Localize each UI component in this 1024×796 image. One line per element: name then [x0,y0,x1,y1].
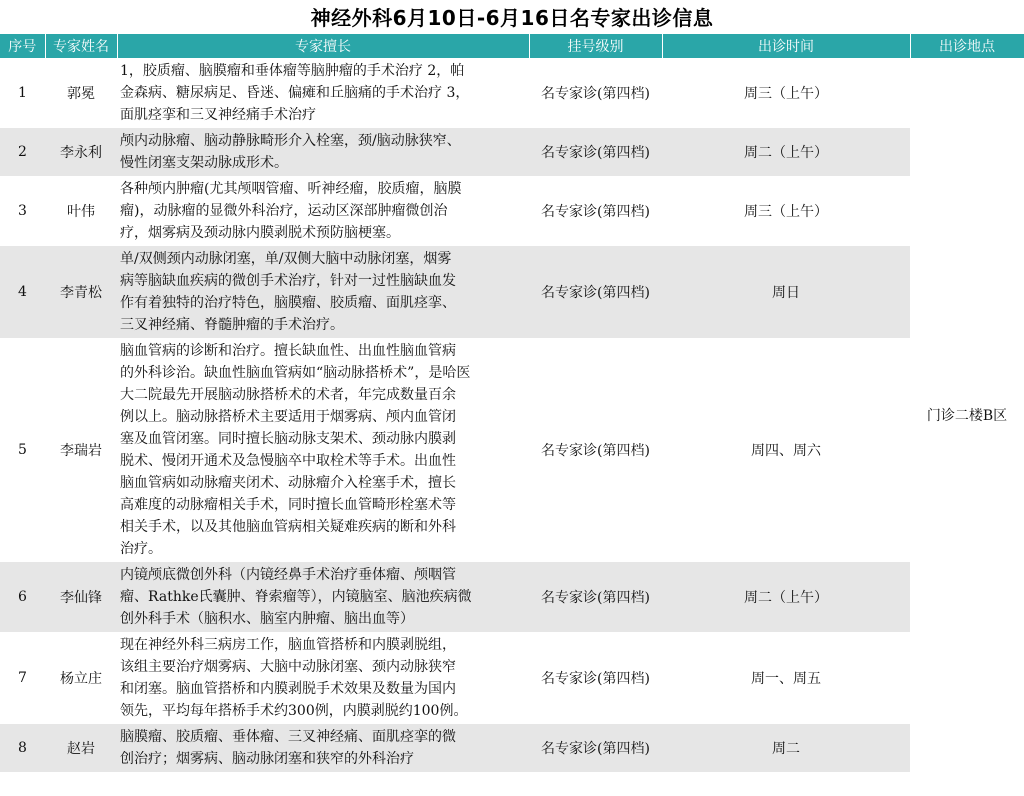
specialty-line: 高难度的动脉瘤相关手术，同时擅长血管畸形栓塞术等 [120,497,456,513]
specialty-line: 领先，平均每年搭桥手术约300例，内膜剥脱约100例。 [120,703,468,719]
specialty-line: 1，胶质瘤、脑膜瘤和垂体瘤等脑肿瘤的手术治疗 2，帕 [120,63,465,79]
clinic-time: 周二 [662,724,910,772]
header-seq: 序号 [0,34,45,58]
expert-specialty [117,128,529,176]
row-number: 5 [0,338,45,562]
row-number: 1 [0,58,45,128]
specialty-line: 脑血管病的诊断和治疗。擅长缺血性、出血性脑血管病 [120,343,456,359]
specialty-line: 单/双侧颈内动脉闭塞，单/双侧大脑中动脉闭塞，烟雾 [120,251,452,267]
specialty-line: 慢性闭塞支架动脉成形术。 [120,155,288,171]
expert-name: 杨立庄 [45,632,117,724]
table-row [0,338,1024,562]
header-row [0,34,1024,58]
specialty-line: 瘤、Rathke氏囊肿、脊索瘤等），内镜脑室、脑池疾病微 [120,589,472,605]
expert-name: 郭冕 [45,58,117,128]
expert-name: 叶伟 [45,176,117,246]
clinic-time: 周二（上午） [662,128,910,176]
expert-specialty [117,58,529,128]
table-row [0,562,1024,632]
table-row [0,128,1024,176]
table-row [0,176,1024,246]
specialty-line: 脱术、慢闭开通术及急慢脑卒中取栓术等手术。出血性 [120,453,456,469]
specialty-line: 现在神经外科三病房工作，脑血管搭桥和内膜剥脱组， [120,637,456,653]
header-level: 挂号级别 [529,34,662,58]
expert-specialty [117,562,529,632]
table-row [0,58,1024,128]
specialty-line: 内镜颅底微创外科（内镜经鼻手术治疗垂体瘤、颅咽管 [120,567,456,583]
specialty-line: 创外科手术（脑积水、脑室内肿瘤、脑出血等） [120,611,414,627]
table-row [0,632,1024,724]
specialty-line: 大二院最先开展脑动脉搭桥术的术者，年完成数量百余 [120,387,456,403]
row-number: 4 [0,246,45,338]
specialty-line: 创治疗；烟雾病、脑动脉闭塞和狭窄的外科治疗 [120,751,414,767]
specialty-line: 和闭塞。脑血管搭桥和内膜剥脱手术效果及数量为国内 [120,681,456,697]
specialty-line: 面肌痉挛和三叉神经痛手术治疗 [120,107,316,123]
header-location: 出诊地点 [910,34,1024,58]
row-number: 7 [0,632,45,724]
clinic-time: 周三（上午） [662,58,910,128]
specialty-line: 的外科诊治。缺血性脑血管病如“脑动脉搭桥术”，是哈医 [120,365,471,381]
specialty-line: 塞及血管闭塞。同时擅长脑动脉支架术、颈动脉内膜剥 [120,431,456,447]
row-number: 6 [0,562,45,632]
expert-specialty [117,176,529,246]
header-specialty: 专家擅长 [117,34,529,58]
registration-level: 名专家诊(第四档) [529,632,662,724]
table-row [0,246,1024,338]
specialty-line: 该组主要治疗烟雾病、大脑中动脉闭塞、颈内动脉狭窄 [120,659,456,675]
registration-level: 名专家诊(第四档) [529,176,662,246]
specialty-line: 治疗。 [120,541,162,557]
specialty-line: 相关手术，以及其他脑血管病相关疑难疾病的断和外科 [120,519,456,535]
clinic-time: 周一、周五 [662,632,910,724]
registration-level: 名专家诊(第四档) [529,246,662,338]
registration-level: 名专家诊(第四档) [529,562,662,632]
registration-level: 名专家诊(第四档) [529,724,662,772]
specialty-line: 瘤)，动脉瘤的显微外科治疗，运动区深部肿瘤微创治 [120,203,448,219]
clinic-time: 周日 [662,246,910,338]
expert-name: 李仙锋 [45,562,117,632]
specialty-line: 例以上。脑动脉搭桥术主要适用于烟雾病、颅内血管闭 [120,409,456,425]
clinic-time: 周三（上午） [662,176,910,246]
specialty-line: 疗，烟雾病及颈动脉内膜剥脱术预防脑梗塞。 [120,225,400,241]
registration-level: 名专家诊(第四档) [529,128,662,176]
specialty-line: 颅内动脉瘤、脑动静脉畸形介入栓塞，颈/脑动脉狭窄、 [120,133,461,149]
registration-level: 名专家诊(第四档) [529,338,662,562]
header-time: 出诊时间 [662,34,910,58]
registration-level: 名专家诊(第四档) [529,58,662,128]
schedule-table [0,34,1024,772]
specialty-line: 脑血管病如动脉瘤夹闭术、动脉瘤介入栓塞手术，擅长 [120,475,456,491]
table-row [0,724,1024,772]
specialty-line: 脑膜瘤、胶质瘤、垂体瘤、三叉神经痛、面肌痉挛的微 [120,729,456,745]
clinic-location: 门诊二楼B区 [910,58,1024,772]
clinic-time: 周四、周六 [662,338,910,562]
expert-specialty [117,338,529,562]
expert-specialty [117,246,529,338]
page-title: 神经外科6月10日-6月16日名专家出诊信息 [310,6,714,30]
expert-name: 李永利 [45,128,117,176]
expert-specialty [117,724,529,772]
row-number: 3 [0,176,45,246]
expert-name: 李瑞岩 [45,338,117,562]
expert-specialty [117,632,529,724]
row-number: 8 [0,724,45,772]
specialty-line: 三叉神经痛、脊髓肿瘤的手术治疗。 [120,317,344,333]
specialty-line: 各种颅内肿瘤(尤其颅咽管瘤、听神经瘤，胶质瘤，脑膜 [120,181,462,197]
specialty-line: 作有着独特的治疗特色，脑膜瘤、胶质瘤、面肌痉挛、 [120,295,456,311]
specialty-line: 金森病、糖尿病足、昏迷、偏瘫和丘脑痛的手术治疗 3， [120,85,470,101]
expert-name: 赵岩 [45,724,117,772]
row-number: 2 [0,128,45,176]
header-name: 专家姓名 [45,34,117,58]
clinic-time: 周二（上午） [662,562,910,632]
specialty-line: 病等脑缺血疾病的微创手术治疗，针对一过性脑缺血发 [120,273,456,289]
expert-name: 李青松 [45,246,117,338]
